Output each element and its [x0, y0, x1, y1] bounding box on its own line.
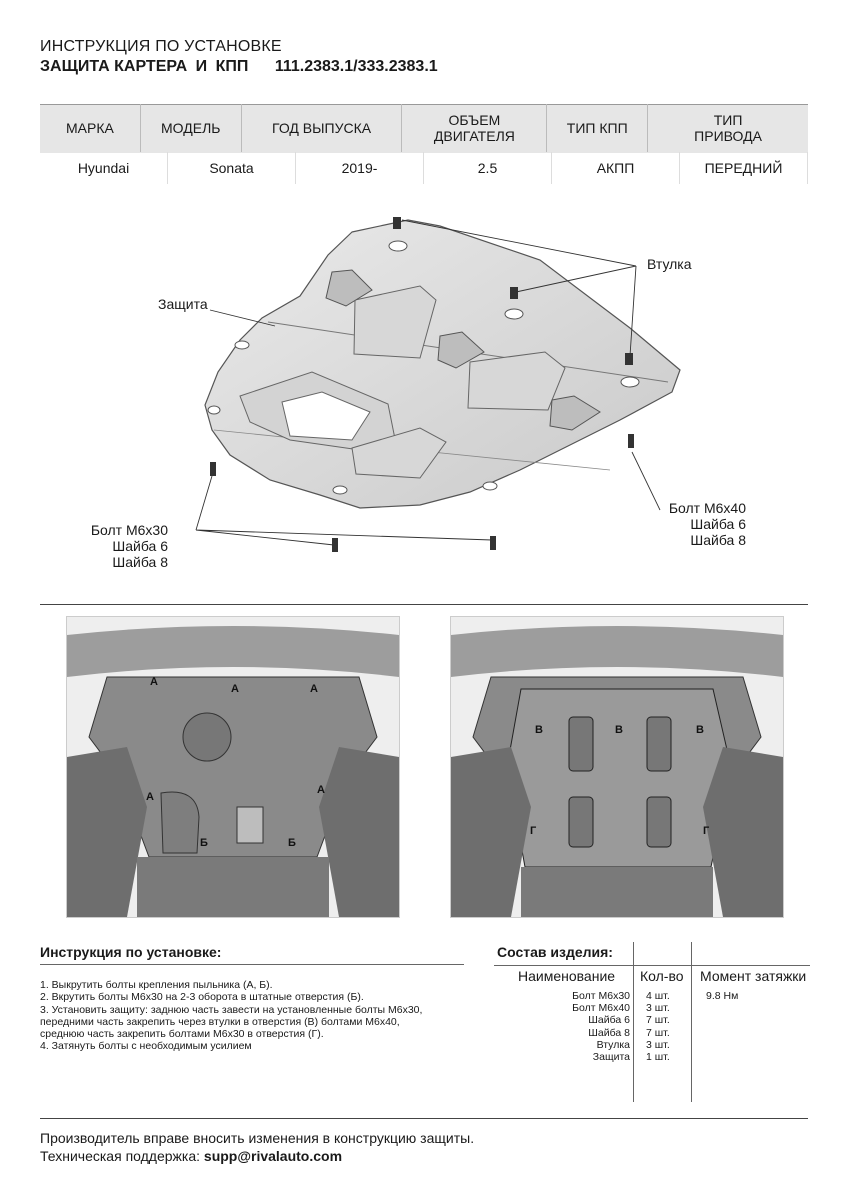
footer-divider — [40, 1118, 808, 1119]
bolt-part — [210, 462, 216, 476]
product-name-2: КПП — [215, 58, 249, 75]
mount-hole — [483, 482, 497, 490]
col-header-torque: Момент затяжки — [700, 968, 807, 984]
spec-value-cell: 2.5 — [424, 152, 552, 184]
label-right-fasteners — [640, 500, 746, 548]
photo-mark-a: А — [231, 683, 239, 695]
doc-title: ИНСТРУКЦИЯ ПО УСТАНОВКЕ — [40, 38, 282, 55]
spec-header-cell: ТИП КПП — [547, 104, 648, 152]
item-qty: 4 шт. — [646, 990, 670, 1002]
label-shield: Защита — [158, 296, 208, 312]
photo-mark-a: А — [146, 791, 154, 803]
section-divider — [40, 604, 808, 605]
instruction-step: среднюю часть закрепить болтами М6х30 в отверстия (Г). — [40, 1028, 324, 1041]
item-name: Защита — [592, 1051, 630, 1064]
stamped-panel — [468, 352, 565, 410]
mount-hole — [235, 341, 249, 349]
photo-before-install — [66, 616, 400, 918]
instructions-underline — [40, 964, 464, 965]
support-email-link[interactable]: supp@rivalauto.com — [203, 1148, 343, 1164]
spec-value-cell: Hyundai — [40, 152, 168, 184]
product-title — [40, 58, 438, 76]
bolt-part — [490, 536, 496, 550]
instructions-title: Инструкция по установке: — [40, 944, 222, 960]
footer-disclaimer: Производитель вправе вносить изменения в конструкцию защиты. — [40, 1130, 475, 1146]
spec-value-cell: АКПП — [552, 152, 680, 184]
mount-hole — [333, 486, 347, 494]
spec-value-cell: ПЕРЕДНИЙ — [680, 152, 808, 184]
item-qty: 7 шт. — [646, 1026, 670, 1039]
spec-header-cell: ОБЪЕМ ДВИГАТЕЛЯ — [402, 104, 547, 152]
fastener-label: Шайба 8 — [690, 532, 746, 548]
col-header-qty: Кол-во — [640, 968, 684, 984]
col-header-name: Наименование — [518, 968, 616, 984]
item-name: Шайба 8 — [588, 1026, 630, 1039]
fastener-label: Шайба 8 — [112, 554, 168, 570]
instruction-step: 2. Вкрутить болты М6х30 на 2-3 оборота в штатные отверстия (Б). — [40, 991, 364, 1004]
fastener-label: Болт М6х40 — [668, 500, 746, 516]
part-code: 111.2383.1/333.2383.1 — [274, 58, 438, 75]
item-qty: 3 шт. — [646, 1002, 670, 1015]
item-name: Шайба 6 — [588, 1014, 630, 1027]
product-conjunction: И — [195, 58, 208, 75]
mount-hole — [389, 241, 407, 251]
item-qty: 3 шт. — [646, 1038, 670, 1051]
label-bushing: Втулка — [647, 256, 692, 272]
photo-mark-v: В — [615, 724, 623, 736]
item-name: Болт М6х40 — [572, 1002, 630, 1015]
photo-mark-g: Г — [530, 825, 537, 837]
item-qty: 1 шт. — [646, 1051, 670, 1064]
photo-mark-v: В — [696, 724, 704, 736]
instructions-steps — [40, 979, 470, 1053]
instruction-step: 4. Затянуть болты с необходимым усилием — [40, 1040, 252, 1053]
spec-header-cell: МАРКА — [40, 104, 141, 152]
footer-support — [40, 1148, 342, 1164]
skid-plate-shape — [205, 220, 680, 508]
bushing-part — [625, 353, 633, 365]
fastener-label: Болт М6х30 — [90, 522, 168, 538]
instruction-step: 3. Установить защиту: заднюю часть завести на установленные болты М6х30, — [40, 1003, 423, 1016]
mount-hole — [621, 377, 639, 387]
spec-header-cell: ГОД ВЫПУСКА — [242, 104, 403, 152]
table-divider — [633, 942, 634, 1102]
photo-mark-a: А — [310, 683, 318, 695]
table-divider — [691, 942, 692, 1102]
table-divider — [494, 965, 810, 966]
fastener-label: Шайба 6 — [112, 538, 168, 554]
support-label: Техническая поддержка: — [40, 1148, 201, 1164]
bolt-part — [628, 434, 634, 448]
photo-mark-g: Г — [703, 825, 710, 837]
item-name: Болт М6х30 — [572, 990, 630, 1002]
torque-value: 9.8 Нм — [706, 990, 739, 1002]
photo-mark-b: Б — [288, 837, 296, 849]
fastener-label: Шайба 6 — [690, 516, 746, 532]
spec-table-value-row — [40, 152, 808, 184]
spec-table-header-row — [40, 104, 808, 152]
label-left-fasteners — [60, 522, 168, 570]
item-name: Втулка — [596, 1038, 630, 1051]
mount-hole — [208, 406, 220, 414]
mount-hole — [505, 309, 523, 319]
photo-mark-b: Б — [200, 837, 208, 849]
bushing-part — [393, 217, 401, 229]
spec-value-cell: Sonata — [168, 152, 296, 184]
photo-after-install — [450, 616, 784, 918]
composition-names — [540, 990, 630, 1063]
photo-mark-a: А — [150, 676, 158, 688]
product-name: ЗАЩИТА КАРТЕРА — [40, 58, 188, 75]
instruction-step: 1. Выкрутить болты крепления пыльника (А, Б). — [40, 979, 273, 991]
item-qty: 7 шт. — [646, 1014, 670, 1027]
composition-title: Состав изделия: — [497, 944, 613, 960]
spec-header-cell: МОДЕЛЬ — [141, 104, 242, 152]
photo-mark-a: А — [317, 784, 325, 796]
instruction-step: передними часть закрепить через втулки в отверстия (В) болтами М6х40, — [40, 1015, 400, 1028]
spec-header-cell: ТИП ПРИВОДА — [694, 112, 762, 144]
bushing-part — [510, 287, 518, 299]
spec-value-cell: 2019- — [296, 152, 424, 184]
composition-qtys — [646, 990, 670, 1063]
photo-mark-v: В — [535, 724, 543, 736]
